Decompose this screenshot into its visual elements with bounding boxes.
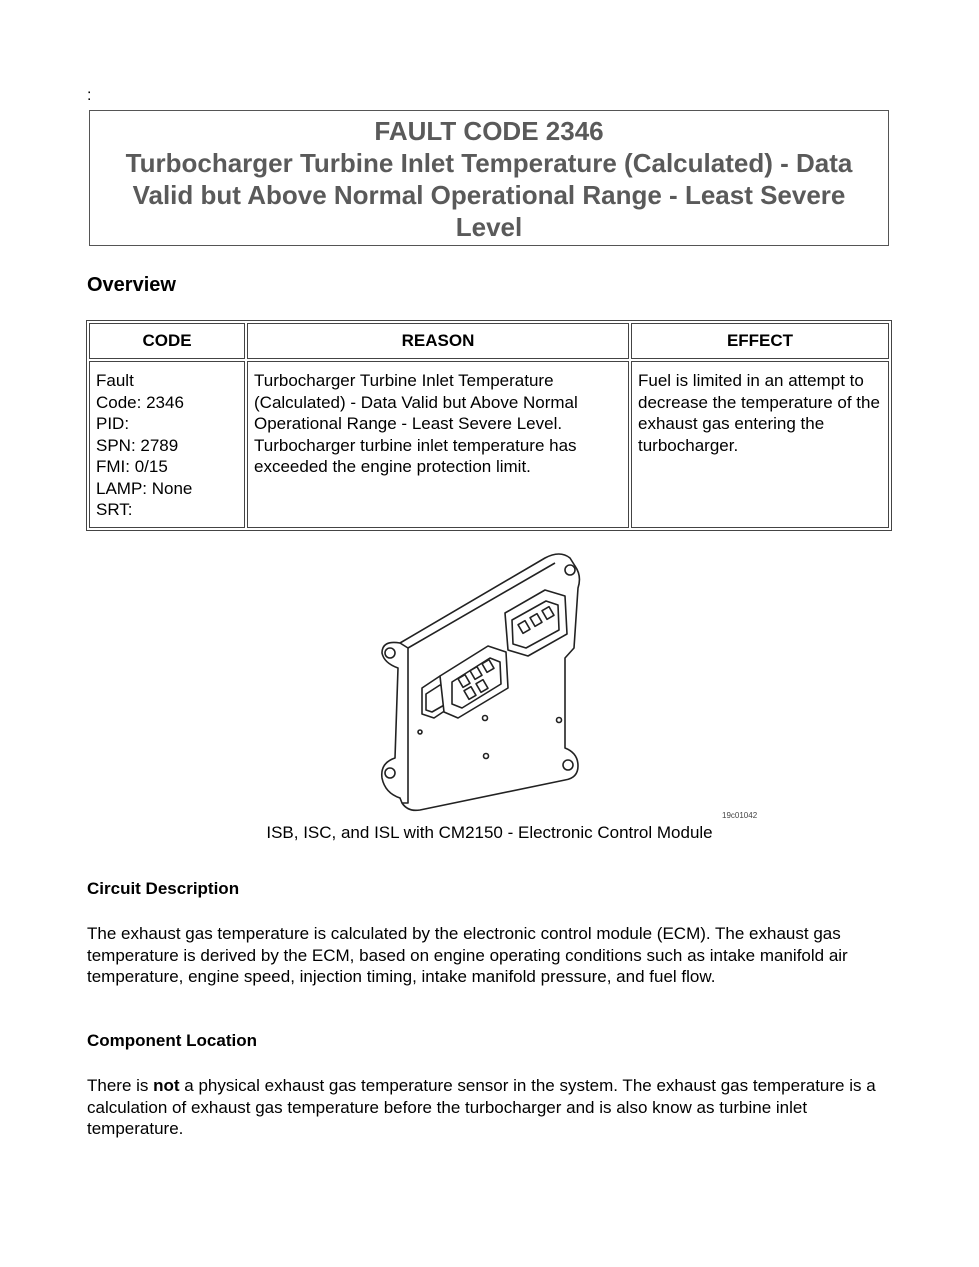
component-location-heading: Component Location [87, 1031, 257, 1050]
effect-cell: Fuel is limited in an attempt to decrease the temperature of the exhaust gas entering the turbocharger. [631, 361, 889, 528]
code-line-srt: SRT: [96, 500, 133, 519]
component-location-text-end: a physical exhaust gas temperature sensor in the system. The exhaust gas temperature is a calculation of exhaust gas temperature before the turbocharger and is also know as turbine inlet temperature. [87, 1076, 876, 1138]
top-colon-mark: : [87, 87, 92, 104]
circuit-description-text: The exhaust gas temperature is calculated by the electronic control module (ECM). The exhaust gas temperature is derived by the ECM, based on engine operating conditions such as intake manifold air temperature, engine speed, injection timing, intake manifold pressure, and fuel flow. [87, 924, 848, 986]
column-header-code: CODE [89, 323, 245, 359]
component-location-text [87, 1075, 887, 1140]
code-line-pid: PID: [96, 414, 130, 433]
code-line-spn: SPN: 2789 [96, 435, 179, 455]
fault-code-description: Turbocharger Turbine Inlet Temperature (Calculated) - Data Valid but Above Normal Operational Range - Least Severe Level [125, 148, 853, 242]
figure-image-code: 19c01042 [722, 811, 758, 820]
component-location-emphasis: not [153, 1076, 180, 1095]
column-header-reason: REASON [247, 323, 629, 359]
column-header-effect: EFFECT [631, 323, 889, 359]
code-line-fault: Fault [96, 371, 134, 390]
figure-caption: ISB, ISC, and ISL with CM2150 - Electronic Control Module [266, 823, 713, 842]
reason-cell: Turbocharger Turbine Inlet Temperature (Calculated) - Data Valid but Above Normal Operational Range - Least Severe Level. Turbocharger turbine inlet temperature has exceeded the engine protection limit. [247, 361, 629, 528]
overview-heading: Overview [87, 274, 176, 296]
circuit-description-heading: Circuit Description [87, 879, 240, 898]
table-header-row [89, 323, 889, 359]
fault-code-table [86, 320, 892, 531]
code-cell [89, 361, 245, 528]
ecm-illustration [360, 548, 760, 823]
fault-code-title: FAULT CODE 2346 [374, 116, 604, 146]
fault-code-title-box [89, 110, 889, 246]
code-line-fmi: FMI: 0/15 [96, 457, 168, 476]
component-location-text-start: There is [87, 1076, 154, 1095]
table-row [89, 361, 889, 528]
code-line-lamp: LAMP: None [96, 478, 193, 498]
code-line-code: Code: 2346 [96, 392, 184, 412]
